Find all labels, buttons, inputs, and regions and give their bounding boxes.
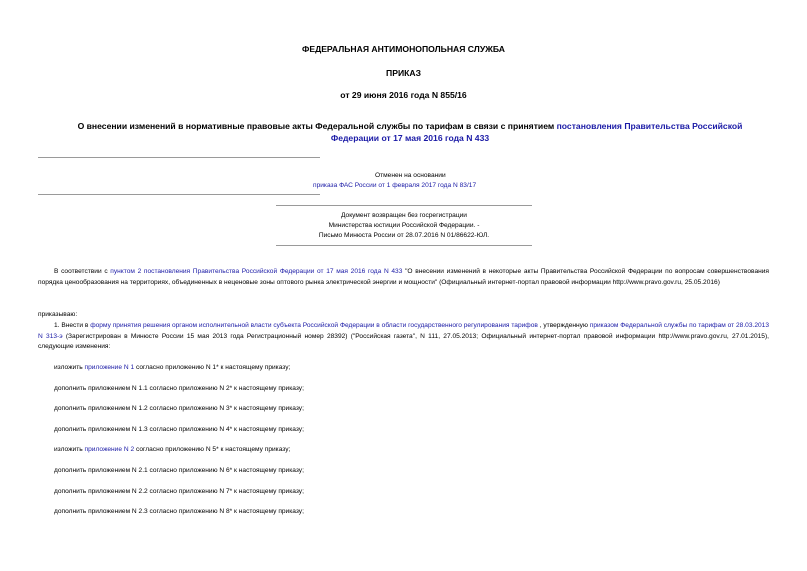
registration-note-line: Документ возвращен без госрегистрации xyxy=(341,212,467,219)
list-item-text: согласно приложению N 1* к настоящему приказу; xyxy=(134,364,291,371)
list-item xyxy=(54,467,304,474)
list-item-text: изложить xyxy=(54,446,85,453)
divider xyxy=(276,245,532,246)
registration-note-line: Министерства юстиции Российской Федерации. - xyxy=(328,222,480,229)
document-title xyxy=(70,120,750,144)
document-date-number: от 29 июня 2016 года N 855/16 xyxy=(340,90,467,100)
list-item xyxy=(54,446,290,453)
registration-note-line: Письмо Минюста России от 28.07.2016 N 01/86622-ЮЛ. xyxy=(318,232,490,239)
clause-link[interactable]: приказом Федеральной службы по тарифам от 28.03.2013 N 313-э xyxy=(38,322,770,340)
divider xyxy=(38,157,320,158)
preamble-link[interactable]: пунктом 2 постановления Правительства Российской Федерации от 17 мая 2016 года N 433 xyxy=(110,268,403,275)
clause-text: (Зарегистрирован в Минюсте России 15 мая 2013 года Регистрационный номер 28392) ("Российская газета", N 111, 27.05.2013; Официальный интернет-портал правовой информации http://www.pravo.gov.ru, 27.01.2015), следующие изменения: xyxy=(38,332,770,350)
list-item xyxy=(54,385,304,392)
title-link[interactable]: постановления Правительства Российской Федерации от 17 мая 2016 года N 433 xyxy=(330,121,743,143)
list-item-text: дополнить приложением N 1.1 согласно приложению N 2* к настоящему приказу; xyxy=(54,385,304,392)
clause-1-paragraph xyxy=(38,321,769,353)
order-word: приказываю: xyxy=(38,311,78,318)
title-text: О внесении изменений в нормативные правовые акты Федеральной службы по тарифам в связи с принятием xyxy=(77,121,557,131)
list-item-text: дополнить приложением N 1.3 согласно приложению N 4* к настоящему приказу; xyxy=(54,426,304,433)
list-item-link[interactable]: приложение N 1 xyxy=(84,364,135,371)
divider xyxy=(38,194,320,195)
agency-name: ФЕДЕРАЛЬНАЯ АНТИМОНОПОЛЬНАЯ СЛУЖБА xyxy=(302,44,505,54)
clause-text: 1. Внести в xyxy=(54,322,91,329)
list-item-text: согласно приложению N 5* к настоящему приказу; xyxy=(134,446,291,453)
list-item-link[interactable]: приложение N 2 xyxy=(84,446,135,453)
registration-note xyxy=(276,211,532,241)
list-item xyxy=(54,508,304,515)
preamble-text: "О внесении изменений в некоторые акты Правительства Российской Федерации по вопросам совершенствования порядка ценообразования на территориях, объединенных в неценовые зоны оптового рынка электрической энергии и мощности" (Официальный интернет-портал правовой информации http://www.pravo.gov.ru, 25.05.2016) xyxy=(38,268,770,286)
list-item xyxy=(54,426,304,433)
document-type: ПРИКАЗ xyxy=(386,68,421,78)
preamble-paragraph xyxy=(38,267,769,288)
list-item xyxy=(54,488,304,495)
list-item-text: дополнить приложением N 2.2 согласно приложению N 7* к настоящему приказу; xyxy=(54,488,304,495)
preamble-text: В соответствии с xyxy=(54,268,111,275)
clause-link[interactable]: форму принятия решения органом исполнительной власти субъекта Российской Федерации в области государственного регулирования тарифов xyxy=(90,322,538,329)
list-item-text: дополнить приложением N 2.3 согласно приложению N 8* к настоящему приказу; xyxy=(54,508,304,515)
list-item-text: дополнить приложением N 2.1 согласно приложению N 6* к настоящему приказу; xyxy=(54,467,304,474)
list-item-text: изложить xyxy=(54,364,85,371)
list-item xyxy=(54,364,290,371)
list-item xyxy=(54,405,304,412)
clause-text: , утвержденную xyxy=(537,322,590,329)
cancel-note-label: Отменен на основании xyxy=(375,172,446,179)
list-item-text: дополнить приложением N 1.2 согласно приложению N 3* к настоящему приказу; xyxy=(54,405,304,412)
divider xyxy=(276,205,532,206)
cancel-note-link[interactable]: приказа ФАС России от 1 февраля 2017 года N 83/17 xyxy=(313,182,477,189)
